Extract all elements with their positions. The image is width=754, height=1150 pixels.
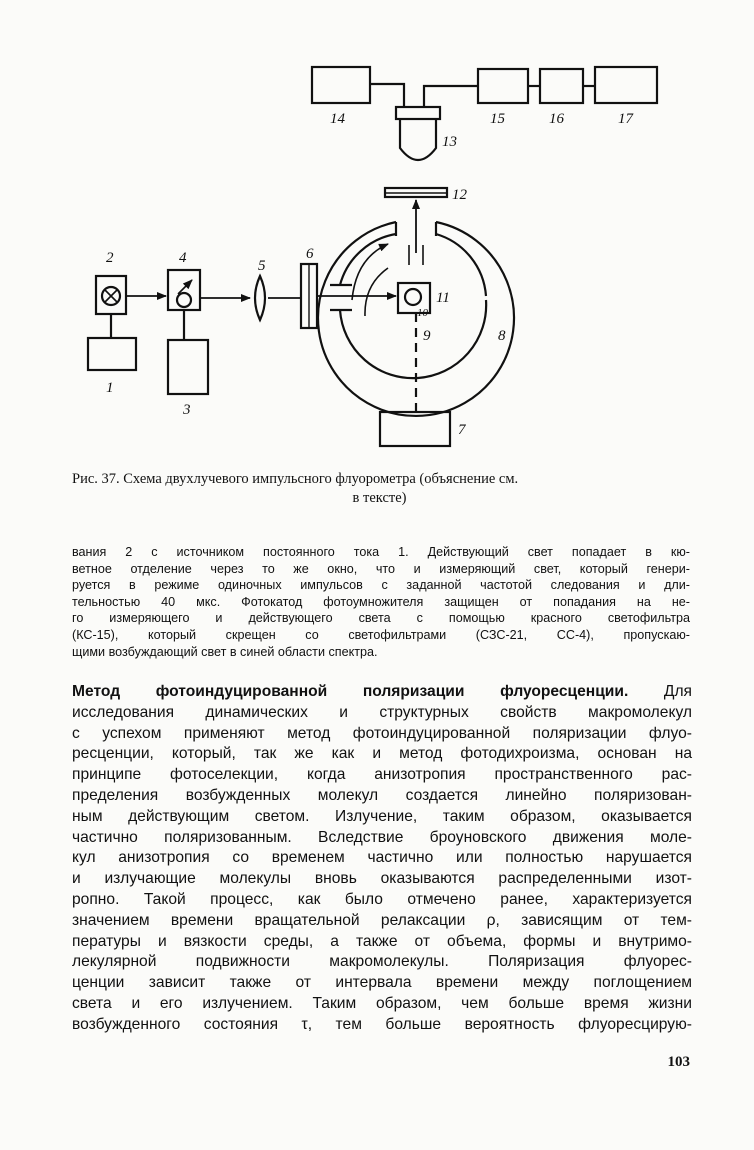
text-line: кул анизотропия со временем частично или полностью нарушается [72, 849, 692, 867]
text-line: руется в режиме одиночных импульсов с заданной частотой следования и дли- [72, 578, 690, 593]
text-line [72, 682, 692, 703]
text-line: ропно. Такой процесс, как было отмечено ранее, характеризуется [72, 890, 692, 908]
block-16 [540, 69, 583, 103]
label-15: 15 [490, 111, 505, 127]
small-print-paragraph [72, 544, 690, 660]
block-15 [478, 69, 528, 103]
text-fragment: Для [628, 683, 693, 700]
lamp-4 [168, 270, 200, 310]
text-line: щими возбуждающий свет в синей области спектра. [72, 644, 378, 659]
label-7: 7 [458, 422, 466, 438]
block-14 [312, 67, 370, 103]
text-line: и излучающие молекулы вновь оказываются распределенными изот- [72, 870, 692, 888]
text-line: возбужденного состояния τ, тем больше вероятность флуоресцирую- [72, 1015, 692, 1033]
label-8: 8 [498, 328, 506, 344]
text-line: ным действующим светом. Излучение, таким образом, оказывается [72, 807, 692, 825]
sample-11 [405, 289, 421, 305]
text-line: го измеряющего и действующего света с помощью красного светофильтра [72, 611, 690, 626]
text-line: пределения возбужденных молекул создается линейно поляризован- [72, 786, 692, 804]
text-line: ценции зависит также от интервала времени между поглощением [72, 974, 692, 992]
section-title: Метод фотоиндуцированной поляризации флуоресценции. [72, 683, 629, 700]
text-line: частично поляризованным. Вследствие броуновского движения моле- [72, 828, 692, 846]
label-5: 5 [258, 258, 266, 274]
lens-5 [255, 276, 265, 320]
caption-line: Рис. 37. Схема двухлучевого импульсного флуорометра (объяснение см. [72, 471, 519, 487]
label-11: 11 [436, 290, 450, 306]
label-13: 13 [442, 134, 457, 150]
label-1: 1 [106, 380, 114, 396]
block-17 [595, 67, 657, 103]
label-14: 14 [330, 111, 345, 127]
text-line: ветное отделение через то же окно, что и измеряющий свет, который генери- [72, 561, 690, 576]
label-16: 16 [549, 111, 564, 127]
text-line: света и его излучением. Таким образом, чем больше время жизни [72, 994, 692, 1012]
text-line: исследования динамических и структурных свойств макромолекул [72, 703, 692, 721]
label-2: 2 [106, 250, 114, 266]
fluorometer-schematic [0, 0, 754, 470]
label-6: 6 [306, 246, 314, 262]
text-line: значением времени вращательной релаксации ρ, зависящим от тем- [72, 911, 692, 929]
text-line: ресценции, который, так же как и метод фотодихроизма, основан на [72, 745, 692, 763]
figure-caption [72, 470, 687, 508]
label-10: 10 [417, 307, 428, 319]
caption-line: в тексте) [352, 490, 407, 506]
text-line: вания 2 с источником постоянного тока 1. Действующий свет попадает в кю- [72, 545, 690, 559]
block-1 [88, 338, 136, 370]
main-paragraph [72, 682, 692, 1036]
text-line: (КС-15), который скрещен со светофильтрами (СЗС-21, СС-4), пропускаю- [72, 627, 690, 642]
label-9: 9 [423, 328, 431, 344]
text-line: с успехом применяют метод фотоиндуцированной поляризации флуо- [72, 724, 692, 742]
label-3: 3 [183, 402, 191, 418]
block-3 [168, 340, 208, 394]
label-4: 4 [179, 250, 187, 266]
label-12: 12 [452, 187, 467, 203]
text-line: принципе фотоселекции, когда анизотропия пространственного рас- [72, 766, 692, 784]
text-line: тельностью 40 мкс. Фотокатод фотоумножителя защищен от попадания на не- [72, 594, 690, 609]
label-17: 17 [618, 111, 633, 127]
text-line: лекулярной подвижности макромолекулы. Поляризация флуорес- [72, 953, 692, 971]
block-13 [396, 107, 440, 119]
block-7 [380, 412, 450, 446]
page-number: 103 [667, 1054, 690, 1070]
text-line: пературы и вязкости среды, а также от объема, формы и внутримо- [72, 932, 692, 950]
